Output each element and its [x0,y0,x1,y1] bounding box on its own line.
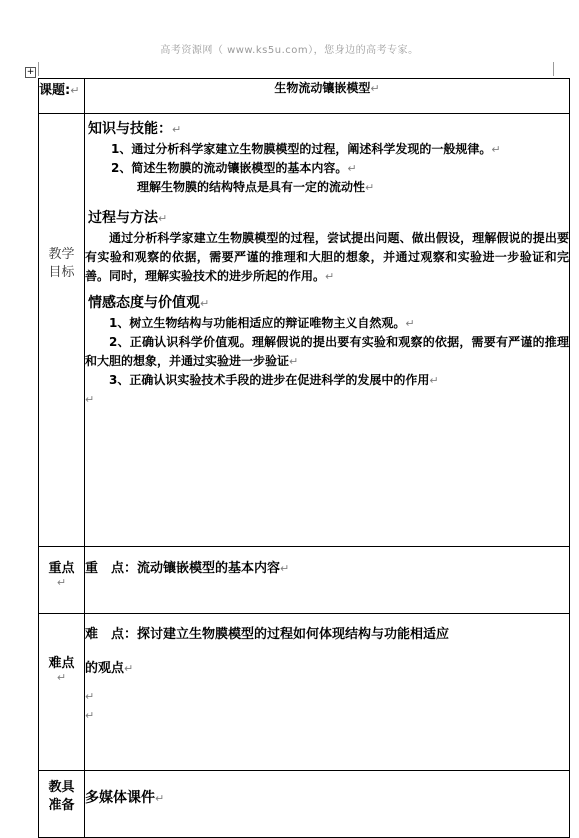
tools-label-cell[interactable] [39,771,85,838]
lesson-plan-table [38,78,570,838]
topic-label-cell[interactable] [39,79,85,114]
tools-label-line1: 教具 [48,780,75,795]
paragraph-mark-icon: ↵ [370,82,380,95]
attitude-item-2: 2、正确认识科学价值观。理解假说的提出要有实验和观察的依据，需要有严谨的推理和大胆的想象，并通过实验进一步验证↵ [85,335,569,368]
topic-title: 生物流动镶嵌模型 [274,81,371,95]
paragraph-mark-icon: ↵ [347,162,357,175]
paragraph-mark-icon: ↵ [200,297,210,310]
goals-label-line2: 目标 [48,265,75,280]
paragraph-mark-icon: ↵ [325,270,335,283]
paragraph-mark-icon: ↵ [158,212,168,225]
tools-text: 多媒体课件↵ [85,790,165,806]
difficulty-label-cell[interactable] [39,614,85,771]
paragraph-mark-icon: ↵ [280,562,290,575]
paragraph-mark-icon: ↵ [56,671,67,684]
attitude-item-1: 1、树立生物结构与功能相适应的辩证唯物主义自然观。↵ [109,316,415,330]
difficulty-content-cell[interactable] [85,614,570,771]
goals-label-line1: 教学 [48,247,75,262]
paragraph-mark-icon: ↵ [124,662,134,675]
paragraph-mark-icon: ↵ [85,393,95,406]
margin-corner-right [553,62,562,76]
empty-paragraph [85,390,569,409]
paragraph-mark-icon: ↵ [85,690,95,703]
knowledge-item-2: 2、简述生物膜的流动镶嵌模型的基本内容。↵ [111,161,357,175]
key-point-label-cell[interactable] [39,547,85,614]
topic-row [39,79,570,114]
goals-label-cell[interactable] [39,114,85,547]
paragraph-mark-icon: ↵ [56,576,67,589]
topic-label: 课题: [39,83,71,98]
knowledge-item-1: 1、通过分析科学家建立生物膜模型的过程，阐述科学发现的一般规律。↵ [111,142,501,156]
knowledge-item-3: 理解生物膜的结构特点是具有一定的流动性↵ [137,180,375,194]
key-point-content-cell[interactable] [85,547,570,614]
table-move-handle-icon[interactable]: + [26,67,35,77]
paragraph-mark-icon: ↵ [172,123,182,136]
tools-label-line2: 准备 [48,798,75,813]
difficulty-text-line2: 的观点↵ [85,661,134,676]
page-header: 高考资源网（ www.ks5u.com），您身边的高考专家。 [160,45,419,56]
topic-title-cell[interactable] [85,79,570,114]
goals-content-cell[interactable] [85,114,570,547]
process-heading: 过程与方法↵ [88,210,168,226]
tools-row [39,771,570,838]
difficulty-label: 难点 [48,656,75,671]
difficulty-row [39,614,570,771]
process-text: 通过分析科学家建立生物膜模型的过程，尝试提出问题、做出假设，理解假说的提出要有实验和观察的依据，需要严谨的推理和大胆的想象，并通过观察和实验进一步验证和完善。同时，理解实验技术的进步所起的作用。↵ [85,231,569,283]
key-point-text: 重 点：流动镶嵌模型的基本内容↵ [85,561,290,576]
paragraph-mark-icon: ↵ [491,143,501,156]
difficulty-text-line1: 难 点：探讨建立生物膜模型的过程如何体现结构与功能相适应 [85,627,450,642]
key-point-row [39,547,570,614]
paragraph-mark-icon: ↵ [85,709,95,722]
tools-content-cell[interactable] [85,771,570,838]
attitude-heading: 情感态度与价值观↵ [88,295,210,311]
paragraph-mark-icon: ↵ [155,792,165,805]
goals-row [39,114,570,547]
paragraph-mark-icon: ↵ [70,84,80,97]
attitude-item-3: 3、正确认识实验技术手段的进步在促进科学的发展中的作用↵ [109,373,439,387]
knowledge-heading: 知识与技能：↵ [88,121,182,137]
paragraph-mark-icon: ↵ [405,317,415,330]
paragraph-mark-icon: ↵ [289,355,299,368]
key-point-label: 重点 [48,561,75,576]
paragraph-mark-icon: ↵ [365,181,375,194]
paragraph-mark-icon: ↵ [429,374,439,387]
